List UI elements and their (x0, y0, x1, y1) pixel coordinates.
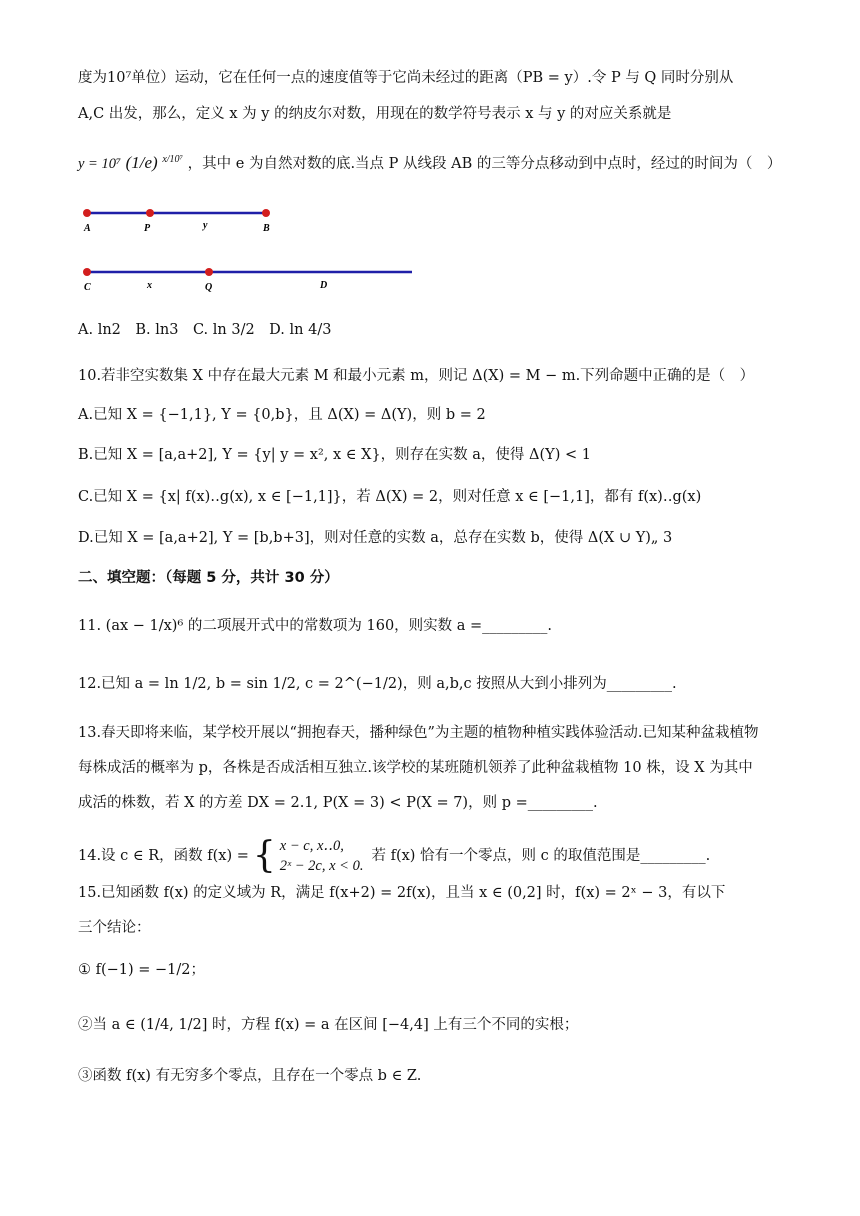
q14-prefix: 14.设 c ∈ R，函数 f(x) = (78, 848, 249, 864)
point-q (205, 268, 213, 276)
q15-conclusion-1: ① f(−1) = −1/2； (78, 962, 206, 978)
q9-options: A. ln2 B. ln3 C. ln 3/2 D. ln 4/3 (78, 322, 332, 338)
q13-line-2: 每株成活的概率为 p，各株是否成活相互独立.该学校的某班随机领养了此种盆栽植物 10 株，设 X 为其中 (78, 760, 753, 776)
q9-formula-line (78, 150, 781, 174)
q13-line-1: 13.春天即将来临，某学校开展以“拥抱春天，播种绿色”为主题的植物种植实践体验活动.已知某种盆栽植物 (78, 725, 759, 741)
label-c: C (84, 282, 91, 293)
q14-brace: { (252, 835, 276, 876)
q14-cases (280, 836, 364, 876)
q10-option-a: A.已知 X = {−1,1}, Y = {0,b}，且 Δ(X) = Δ(Y)，则 b = 2 (78, 407, 486, 423)
q15-conclusion-3: ③函数 f(x) 有无穷多个零点，且存在一个零点 b ∈ Z. (78, 1068, 422, 1084)
q15-conclusion-2: ②当 a ∈ (1/4, 1/2] 时，方程 f(x) = a 在区间 [−4,4] 上有三个不同的实根； (78, 1017, 579, 1033)
q10-option-d: D.已知 X = [a,a+2], Y = [b,b+3]，则对任意的实数 a，总存在实数 b，使得 Δ(X ∪ Y)„ 3 (78, 530, 673, 546)
q13-line-3: 成活的株数，若 X 的方差 DX = 2.1, P(X = 3) < P(X = 7)，则 p =_________. (78, 795, 598, 811)
q10-option-b: B.已知 X = [a,a+2], Y = {y| y = x², x ∈ X}，则存在实数 a，使得 Δ(Y) < 1 (78, 447, 591, 463)
q9-formula-lhs: y = 10⁷ (78, 155, 122, 172)
label-p: P (144, 223, 151, 234)
label-d: D (320, 280, 328, 291)
q9-text-line-1: 度为10⁷单位）运动，它在任何一点的速度值等于它尚未经过的距离（PB = y）.令 P 与 Q 同时分别从 (78, 70, 734, 86)
label-a: A (84, 223, 91, 234)
point-c (83, 268, 91, 276)
q14-suffix: 若 f(x) 恰有一个零点，则 c 的取值范围是_________. (371, 848, 711, 864)
q9-text-line-2: A,C 出发，那么，定义 x 为 y 的纳皮尔对数，用现在的数学符号表示 x 与 y 的对应关系就是 (78, 106, 672, 122)
point-b (262, 209, 270, 217)
q10-stem: 10.若非空实数集 X 中存在最大元素 M 和最小元素 m，则记 Δ(X) = M − m.下列命题中正确的是（ ） (78, 368, 755, 384)
label-q: Q (205, 282, 213, 293)
label-y: y (203, 220, 208, 231)
q9-formula-base: (1/e) (125, 152, 158, 172)
label-x: x (147, 280, 152, 291)
point-a (83, 209, 91, 217)
section-2-heading: 二、填空题：（每题 5 分，共计 30 分） (78, 570, 339, 586)
q14-case-2: 2ˣ − 2c, x < 0. (279, 858, 364, 874)
q9-diagram (70, 200, 430, 300)
q10-option-c: C.已知 X = {x| f(x)‥g(x), x ∈ [−1,1]}，若 Δ(X) = 2，则对任意 x ∈ [−1,1]，都有 f(x)‥g(x) (78, 489, 702, 505)
q9-formula-exponent: x/10⁷ (162, 154, 184, 165)
q15-line-1: 15.已知函数 f(x) 的定义域为 R，满足 f(x+2) = 2f(x)，且当 x ∈ (0,2] 时，f(x) = 2ˣ − 3，有以下 (78, 885, 726, 901)
q12: 12.已知 a = ln 1/2, b = sin 1/2, c = 2^(−1/2)，则 a,b,c 按照从大到小排列为_________. (78, 676, 677, 692)
q15-line-2: 三个结论： (78, 920, 151, 936)
point-p (146, 209, 154, 217)
q14-case-1: x − c, x‥0, (279, 838, 344, 854)
label-b: B (263, 223, 270, 234)
q11: 11. (ax − 1/x)⁶ 的二项展开式中的常数项为 160，则实数 a =_________. (78, 618, 553, 634)
q9-text-line-3: ，其中 e 为自然对数的底.当点 P 从线段 AB 的三等分点移动到中点时，经过的时间为（ ） (187, 155, 782, 172)
q14 (78, 832, 710, 880)
